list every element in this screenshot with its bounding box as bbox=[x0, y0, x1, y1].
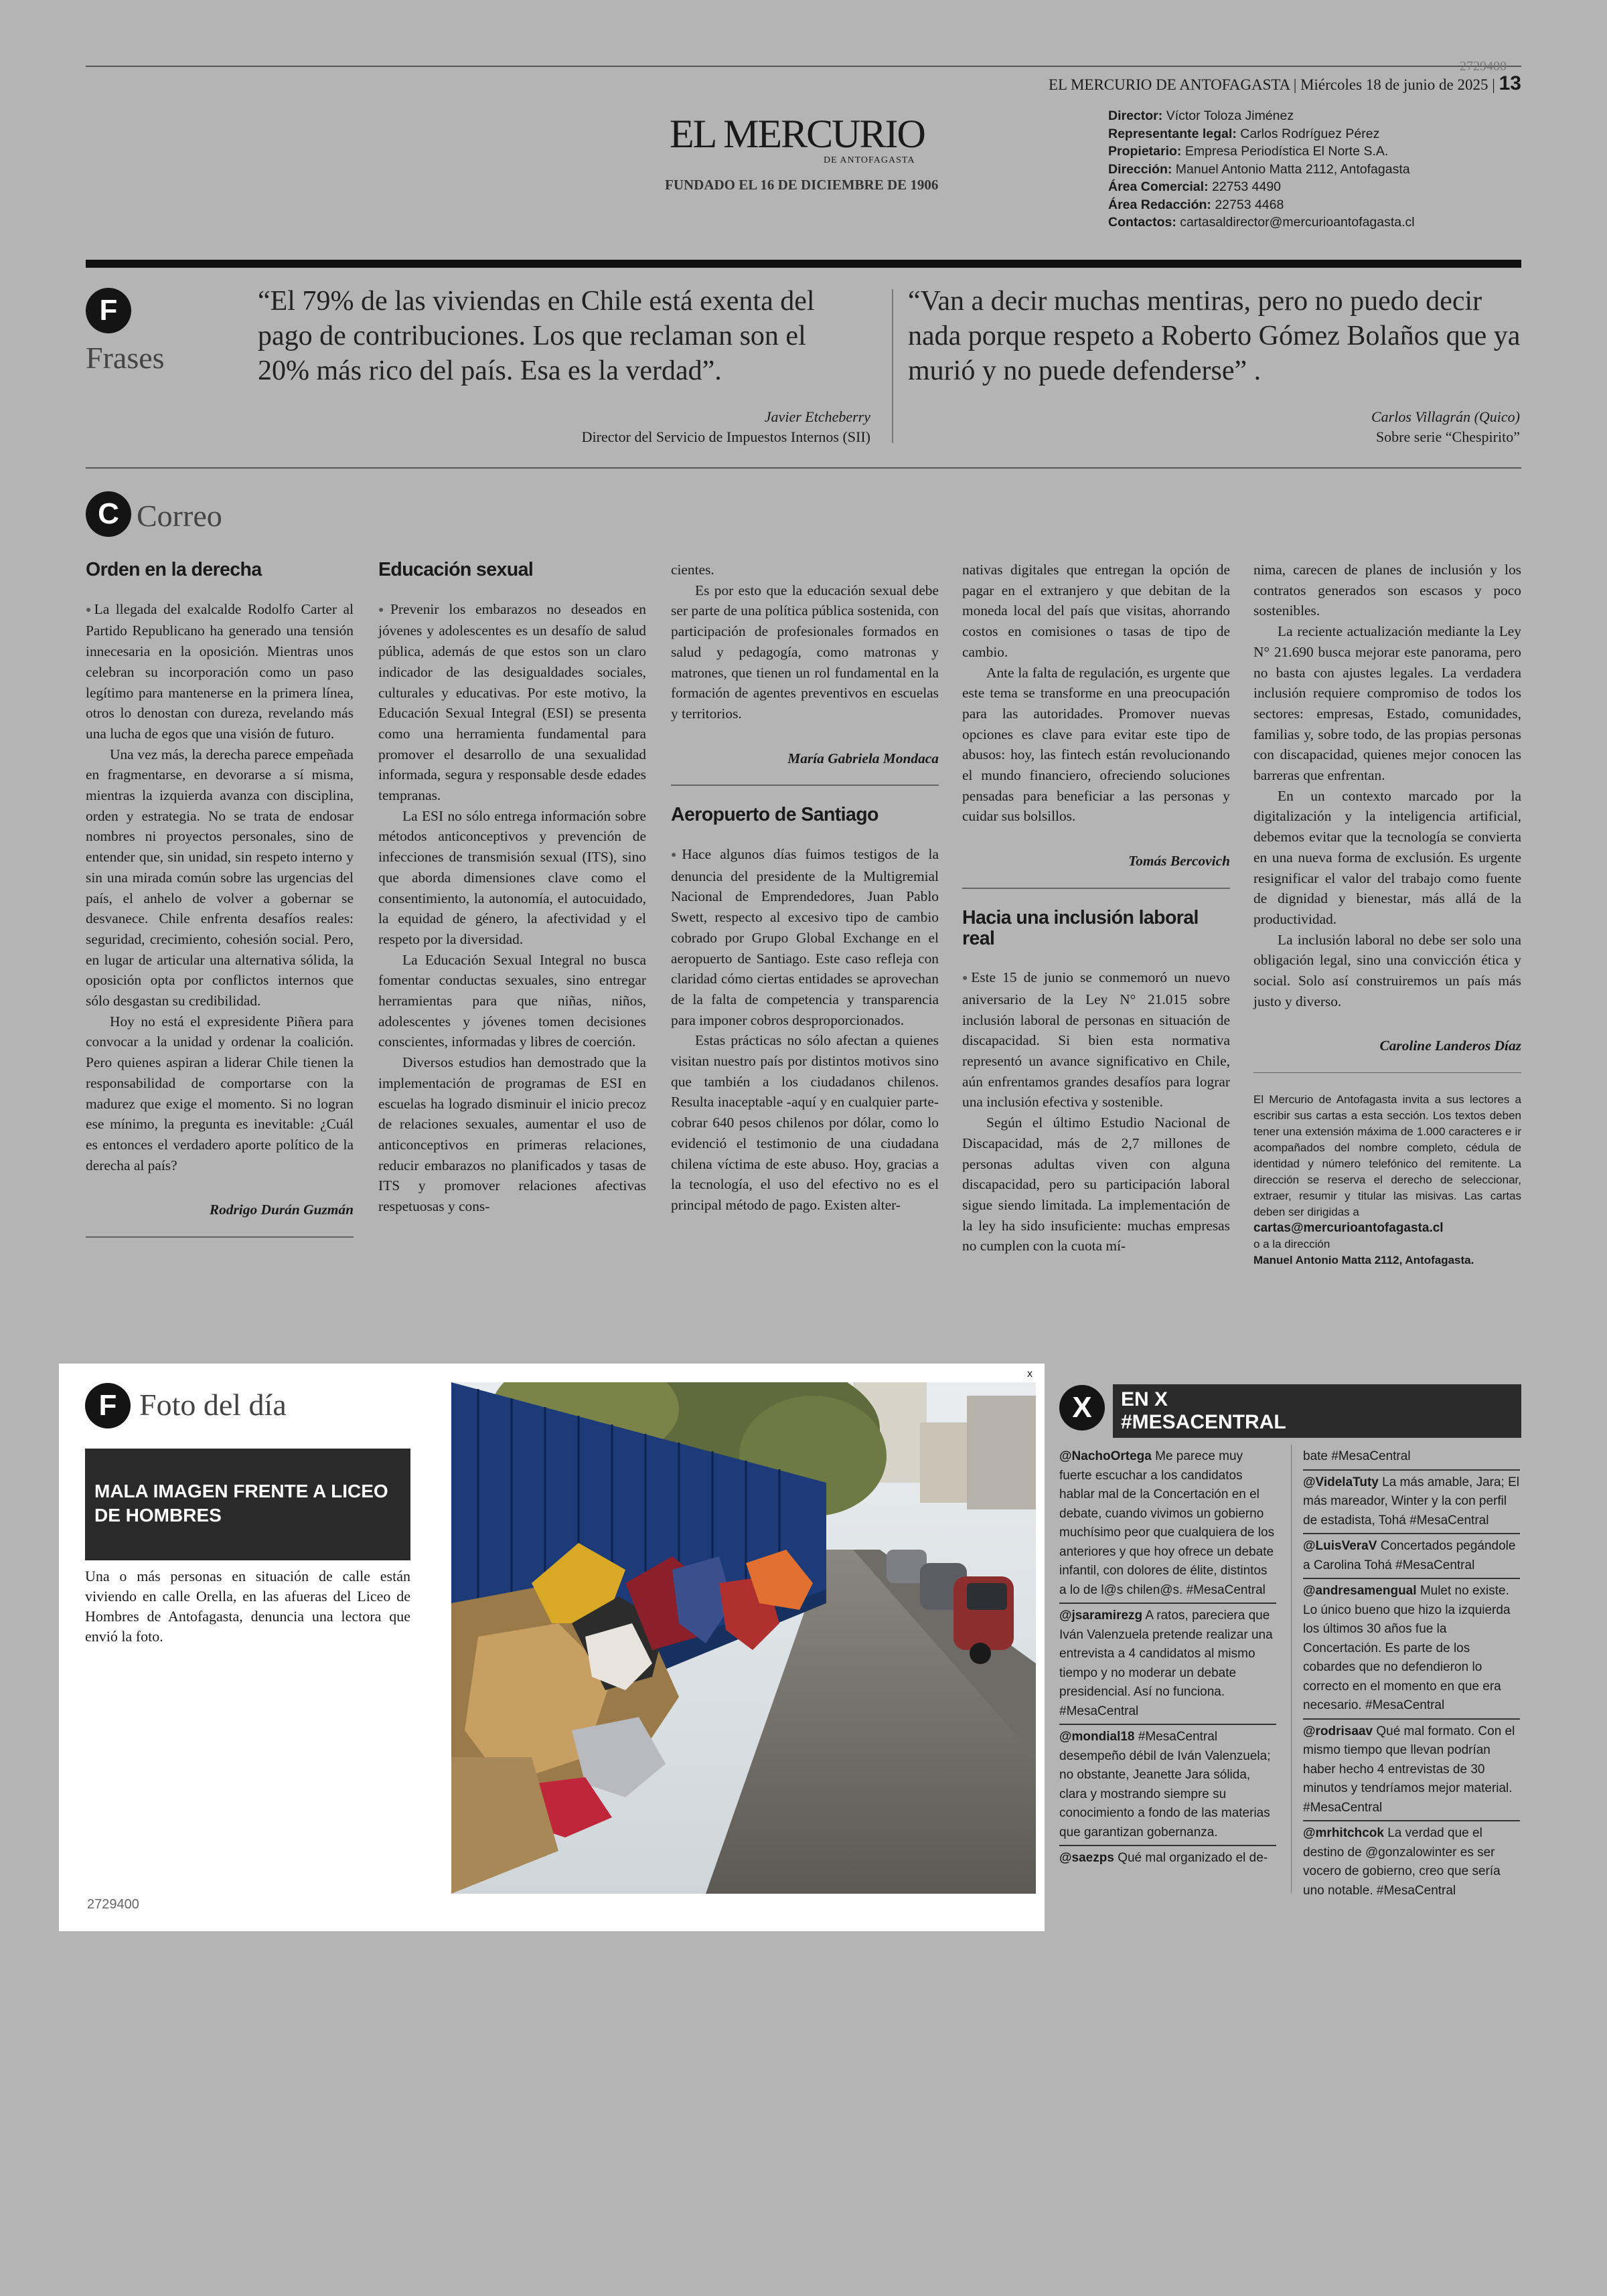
staff-value: Manuel Antonio Matta 2112, Antofagasta bbox=[1175, 161, 1410, 177]
staff-value: 22753 4468 bbox=[1215, 197, 1284, 212]
letter-paragraph: ● Este 15 de junio se conmemoró un nuevo aniversario de la Ley N° 21.015 sobre inclusión laboral de personas en situación de discapacidad. Si bien esta normativa representó un avance significativo en Chile, aún enfrentamos grandes desafíos para lograr una inclusión efectiva y sostenible. bbox=[962, 967, 1230, 1113]
staff-row bbox=[1108, 107, 1415, 125]
tweets-right bbox=[1303, 1445, 1520, 1903]
foto-label: Foto del día bbox=[139, 1388, 287, 1422]
tweet-text: Mulet no existe. Lo único bueno que hizo la izquierda los últimos 30 años fue la Concertación. Es parte de los cobardes que no defendieron lo correcto en el momento en que era necesario. #MesaCentral bbox=[1303, 1584, 1511, 1712]
staff-row bbox=[1108, 125, 1415, 143]
tweets-left bbox=[1059, 1445, 1276, 1871]
quote-1: “El 79% de las viviendas en Chile está exenta del pago de contribuciones. Los que reclaman son el 20% más rico del país. Esa es la verdad”. bbox=[258, 286, 815, 386]
letter-column-1 bbox=[86, 560, 354, 1256]
staff-role: Contactos: bbox=[1108, 215, 1176, 230]
staff-row bbox=[1108, 196, 1415, 214]
letter-paragraph: Según el último Estudio Nacional de Discapacidad, más de 2,7 millones de personas adultas viven con alguna discapacidad, pero su participación laboral sigue siendo limitada. La implementación de la ley ha sido insuficiente: muchas empresas no cumplen con la cuota mí- bbox=[962, 1115, 1230, 1254]
submission-note-text: El Mercurio de Antofagasta invita a sus lectores a escribir sus cartas a esta sección. Los textos deben tener una extensión máxima de 1.000 caracteres e ir acompañados del nombre completo, cédula de identidad y número telefónico del remitente. La dirección se reserva el derecho de seleccionar, extraer, resumir y titular las misivas. Las cartas deben ser dirigidas a bbox=[1253, 1093, 1521, 1219]
staff-value: Carlos Rodríguez Pérez bbox=[1240, 126, 1380, 141]
staff-value: 22753 4490 bbox=[1212, 179, 1282, 194]
staff-row bbox=[1108, 161, 1415, 179]
correo-label: Correo bbox=[137, 499, 222, 533]
tweet-text: #MesaCentral desempeño débil de Iván Valenzuela; no obstante, Jeanette Jara sólida, clara y mostrando siempre su conocimiento a fondo de las materias que garantizan gobernanza. bbox=[1059, 1730, 1271, 1839]
letter-paragraph: nima, carecen de planes de inclusión y los contratos generados son escasos y poco sostenibles. bbox=[1253, 562, 1521, 619]
newspaper-logo: EL MERCURIO bbox=[670, 112, 925, 156]
correo-badge: C bbox=[86, 491, 131, 537]
letter-paragraph: nativas digitales que entregan la opción de pagar en el extranjero y que debitan de la moneda local del país que visitas, ahorrando costos en comisiones o tasas de tipo de cambio. bbox=[962, 562, 1230, 660]
letter-signature: Caroline Landeros Díaz bbox=[1379, 1038, 1521, 1054]
letter-signature: Rodrigo Durán Guzmán bbox=[209, 1202, 354, 1218]
tweet bbox=[1303, 1718, 1520, 1821]
section-divider bbox=[86, 260, 1521, 268]
submission-email: cartas@mercurioantofagasta.cl bbox=[1253, 1221, 1444, 1236]
letter-title: Hacia una inclusión laboral real bbox=[962, 906, 1199, 949]
quote-2-attribution bbox=[1051, 407, 1520, 447]
quote-1-role: Director del Servicio de Impuestos Internos (SII) bbox=[581, 428, 870, 445]
letter-paragraph: Es por esto que la educación sexual debe ser parte de una política pública sostenida, con participación de profesionales formados en salud y pedagogía, como matronas y matrones, que tienen un rol fundamental en la formación de agentes preventivos en escuelas y territorios. bbox=[671, 582, 939, 722]
letter-column-2 bbox=[378, 560, 646, 1217]
letter-paragraph: Estas prácticas no sólo afectan a quienes visitan nuestro país por distintos motivos sino que también a los ciudadanos chilenos. Resulta inaceptable -aquí y en cualquier parte- cobrar 640 pesos chilenos por dólar, como lo evidenció el testimonio de una ciudadana chilena víctima de este abuso. Hoy, gracias a la tecnología, el uso del efectivo no es el principal método de pago. Existen alter- bbox=[671, 1032, 939, 1213]
letter-paragraph: ● Prevenir los embarazos no deseados en jóvenes y adolescentes es un desafío de salud pública, además de que estos son un claro indicador de las desigualdades sociales, culturales y educativas. Por este motivo, la Educación Sexual Integral (ESI) se presenta como una herramienta fundamental para promover el desarrollo de una sexualidad informada, segura y responsable desde edades tempranas. bbox=[378, 599, 646, 806]
tweet bbox=[1059, 1445, 1276, 1603]
staff-row bbox=[1108, 214, 1415, 232]
letter-paragraph: ● Hace algunos días fuimos testigos de la denuncia del presidente de la Multigremial Nacional de Emprendedores, Juan Pablo Swett, respecto al excesivo tipo de cambio cobrado por Grupo Global Exchange en el aeropuerto de Santiago. Este caso refleja con claridad cómo ciertas entidades se aprovechan de la falta de competencia y transparencia para imponer cobros desproporcionados. bbox=[671, 844, 939, 1030]
dateline-paper: EL MERCURIO DE ANTOFAGASTA bbox=[1048, 76, 1290, 93]
letter-separator bbox=[671, 785, 939, 786]
staff-row bbox=[1108, 143, 1415, 161]
top-rule bbox=[86, 66, 1521, 67]
tweet bbox=[1059, 1845, 1276, 1871]
page-id: 2729400 bbox=[1460, 59, 1507, 74]
tweet-handle[interactable]: @LuisVeraV bbox=[1303, 1539, 1377, 1553]
tweet-text: Qué mal formato. Con el mismo tiempo que llevan podrían haber hecho 4 entrevistas de 30 minutos y tendríamos mejor material. #MesaCentral bbox=[1303, 1724, 1515, 1815]
tweet bbox=[1303, 1820, 1520, 1903]
dateline-date: Miércoles 18 de junio de 2025 bbox=[1300, 76, 1488, 93]
mesacentral-header bbox=[1113, 1384, 1521, 1438]
tweet-text: Qué mal organizado el de- bbox=[1118, 1851, 1268, 1865]
letter-separator bbox=[962, 888, 1230, 889]
column-end-rule bbox=[86, 1236, 354, 1238]
letter-paragraph: La inclusión laboral no debe ser solo una obligación legal, sino una convicción ética y social. Solo así construiremos un país más justo y diverso. bbox=[1253, 931, 1521, 1009]
tweet-handle[interactable]: @rodrisaav bbox=[1303, 1724, 1373, 1738]
street-photo bbox=[451, 1382, 1036, 1894]
logo-subtitle: DE ANTOFAGASTA bbox=[824, 155, 915, 165]
tweet bbox=[1303, 1469, 1520, 1534]
quote-2-author: Carlos Villagrán (Quico) bbox=[1371, 408, 1520, 425]
submission-address: Manuel Antonio Matta 2112, Antofagasta. bbox=[1253, 1254, 1474, 1267]
letter-paragraph: La Educación Sexual Integral no busca fomentar conductas sexuales, sino entregar herramientas para que niñas, niños, adolescentes y jóvenes tomen decisiones conscientes, informadas y libres de coerción. bbox=[378, 951, 646, 1050]
photo-caption: Una o más personas en situación de calle están viviendo en calle Orella, en las afueras del Liceo de Hombres de Antofagasta, denuncia una lectora que envió la foto. bbox=[85, 1568, 410, 1645]
staff-role: Propietario: bbox=[1108, 144, 1182, 159]
foto-badge: F bbox=[85, 1383, 131, 1428]
tweet-column-divider bbox=[1291, 1445, 1292, 1893]
mesacentral-title-2: #MESACENTRAL bbox=[1121, 1411, 1286, 1433]
letter-paragraph: Ante la falta de regulación, es urgente que este tema se transforme en una preocupación para las autoridades. Promover nuevas opciones es clave para evitar este tipo de abusos: hoy, las fintech están revolucionando el mundo financiero, ofreciendo soluciones pensadas para beneficiar a las personas y cuidar sus bolsillos. bbox=[962, 664, 1230, 825]
frases-badge: F bbox=[86, 288, 131, 333]
mesacentral-title-1: EN X bbox=[1121, 1388, 1168, 1410]
tweet-handle[interactable]: @andresamengual bbox=[1303, 1584, 1417, 1598]
letter-signature: Tomás Bercovich bbox=[1128, 853, 1230, 870]
founded-line: FUNDADO EL 16 DE DICIEMBRE DE 1906 bbox=[665, 177, 939, 193]
letter-column-3 bbox=[671, 560, 939, 1216]
building bbox=[967, 1396, 1036, 1509]
letter-signature: María Gabriela Mondaca bbox=[787, 750, 939, 766]
dateline: EL MERCURIO DE ANTOFAGASTA | Miércoles 18 de junio de 2025 | 13 bbox=[1048, 72, 1521, 94]
letter-paragraph: Una vez más, la derecha parece empeñada en fragmentarse, en devorarse a sí misma, mientras la izquierda avanza con disciplina, orden y estrategia. No se trata de endosar nombres ni proyectos personales, sino de entender que, sin unidad, sin respeto interno y sin una mirada común sobre las urgencias del país, el anhelo de volver a gobernar se desvanece. Chile enfrenta desafíos reales: seguridad, crecimiento, cohesión social. Pero, en lugar de articular una alternativa sólida, la oposición opta por conflictos internos que sólo desgastan su credibilidad. bbox=[86, 746, 354, 1009]
letter-continuation: cientes. bbox=[671, 562, 714, 578]
quote-divider bbox=[892, 289, 893, 443]
letter-paragraph: En un contexto marcado por la digitalización y la inteligencia artificial, debemos evitar que la tecnología se convierta en una nueva forma de exclusión. Es urgente resignificar el valor del trabajo como fuente de dignidad y bienestar, más allá de la productividad. bbox=[1253, 787, 1521, 927]
staff-role: Dirección: bbox=[1108, 161, 1172, 177]
close-icon[interactable]: x bbox=[1027, 1368, 1032, 1380]
letter-column-4 bbox=[962, 560, 1230, 1256]
tweet-handle[interactable]: @NachoOrtega bbox=[1059, 1449, 1152, 1463]
submission-or: o a la dirección bbox=[1253, 1238, 1330, 1251]
letter-paragraph: Hoy no está el expresidente Piñera para convocar a la unidad y ordenar la coalición. Pero quienes aspiran a liderar Chile tienen la responsabilidad de comportarse con la madurez que exige el momento. Si no logran ese mínimo, la pregunta es inevitable: ¿Cuál es entonces el verdadero aporte político de la derecha al país? bbox=[86, 1013, 354, 1173]
tweet bbox=[1303, 1578, 1520, 1718]
tweet-handle[interactable]: @saezps bbox=[1059, 1851, 1114, 1865]
staff-box bbox=[1108, 107, 1415, 232]
note-rule bbox=[1253, 1072, 1521, 1073]
building bbox=[920, 1422, 974, 1503]
quote-1-attribution bbox=[402, 407, 870, 447]
frases-bottom-rule bbox=[86, 467, 1521, 469]
staff-value: Empresa Periodística El Norte S.A. bbox=[1184, 144, 1389, 159]
photo-headline: MALA IMAGEN FRENTE A LICEO DE HOMBRES bbox=[94, 1481, 388, 1526]
letter-column-5 bbox=[1253, 560, 1521, 1268]
letter-title: Aeropuerto de Santiago bbox=[671, 804, 878, 826]
letter-paragraph: La ESI no sólo entrega información sobre métodos anticonceptivos y prevención de infecciones de transmisión sexual (ITS), sino que aborda dimensiones clave como el consentimiento, la autonomía, el autocuidado, la equidad de género, la afectividad y el respeto por la diversidad. bbox=[378, 807, 646, 947]
staff-role: Área Comercial: bbox=[1108, 179, 1209, 194]
tweet bbox=[1059, 1724, 1276, 1845]
tweet-handle[interactable]: @mrhitchcok bbox=[1303, 1826, 1384, 1840]
tweet bbox=[1303, 1533, 1520, 1578]
quote-2-role: Sobre serie “Chespirito” bbox=[1375, 428, 1520, 445]
letter-title: Educación sexual bbox=[378, 559, 534, 580]
tweet-handle[interactable]: @VidelaTuty bbox=[1303, 1475, 1379, 1489]
staff-role: Área Redacción: bbox=[1108, 197, 1211, 212]
photo-id: 2729400 bbox=[87, 1897, 139, 1912]
page-number: 13 bbox=[1499, 72, 1521, 94]
staff-row bbox=[1108, 178, 1415, 196]
staff-role: Representante legal: bbox=[1108, 126, 1237, 141]
staff-value: cartasaldirector@mercurioantofagasta.cl bbox=[1180, 215, 1415, 230]
letter-paragraph: La reciente actualización mediante la Ley N° 21.690 busca mejorar este panorama, pero no basta con ajustes legales. La verdadera inclusión requiere compromiso de todos los sectores: empresas, Estado, comunidades, familias y, sobre todo, de las propias personas con discapacidad, quienes mejor conocen las barreras que enfrentan. bbox=[1253, 623, 1521, 784]
tweet-text: Concertados pegándole a Carolina Tohá #MesaCentral bbox=[1303, 1539, 1516, 1572]
quote-1-author: Javier Etcheberry bbox=[764, 408, 870, 425]
tweet-handle[interactable]: @mondial18 bbox=[1059, 1730, 1135, 1744]
letter-paragraph: Diversos estudios han demostrado que la implementación de programas de ESI en escuelas ha logrado disminuir el inicio precoz de relaciones sexuales, aumentar el uso de anticonceptivos en primeras relaciones, reducir embarazos no planificados y tasas de ITS y promover relaciones afectivas respetuosas y cons- bbox=[378, 1054, 646, 1215]
x-badge: X bbox=[1059, 1385, 1105, 1430]
submission-note bbox=[1253, 1092, 1521, 1268]
letter-paragraph: ● La llegada del exalcalde Rodolfo Carter al Partido Republicano ha generado una tensión innecesaria en la oposición. Mientras unos celebran su incorporación como un paso legítimo para mantenerse en la primera línea, otros lo denostan con dureza, revelando más una lucha de egos que una visión de futuro. bbox=[86, 599, 354, 744]
tweet-text: La verdad que el destino de @gonzalowinter es ser vocero de gobierno, creo que sería uno notable. #MesaCentral bbox=[1303, 1826, 1501, 1898]
tweet-text: La más amable, Jara; El más mareador, Winter y la con perfil de estadista, Tohá #MesaCentral bbox=[1303, 1475, 1520, 1528]
tweet-text: A ratos, pareciera que Iván Valenzuela pretende realizar una entrevista a 4 candidatos al mismo tiempo y no moderar un debate presidencial. Así no funciona. #MesaCentral bbox=[1059, 1609, 1273, 1718]
staff-value: Víctor Toloza Jiménez bbox=[1166, 108, 1294, 123]
tweet-continuation: bate #MesaCentral bbox=[1303, 1449, 1411, 1463]
frases-label: Frases bbox=[86, 341, 165, 375]
tweet bbox=[1059, 1603, 1276, 1724]
photo-headline-box bbox=[85, 1449, 410, 1560]
tweet-text: Me parece muy fuerte escuchar a los candidatos hablar mal de la Concertación en el debate, cuando vivimos un gobierno muchísimo peor que cualquiera de los anteriores y que hoy ofrece un debate infantil, con dolores de élite, distintos a lo de l@s chilen@s. #MesaCentral bbox=[1059, 1449, 1275, 1597]
letter-title: Orden en la derecha bbox=[86, 559, 262, 580]
quote-2: “Van a decir muchas mentiras, pero no puedo decir nada porque respeto a Roberto Gómez Bolaños que ya murió y no puede defenderse” . bbox=[908, 286, 1521, 386]
staff-role: Director: bbox=[1108, 108, 1163, 123]
tweet-handle[interactable]: @jsaramirezg bbox=[1059, 1609, 1143, 1623]
